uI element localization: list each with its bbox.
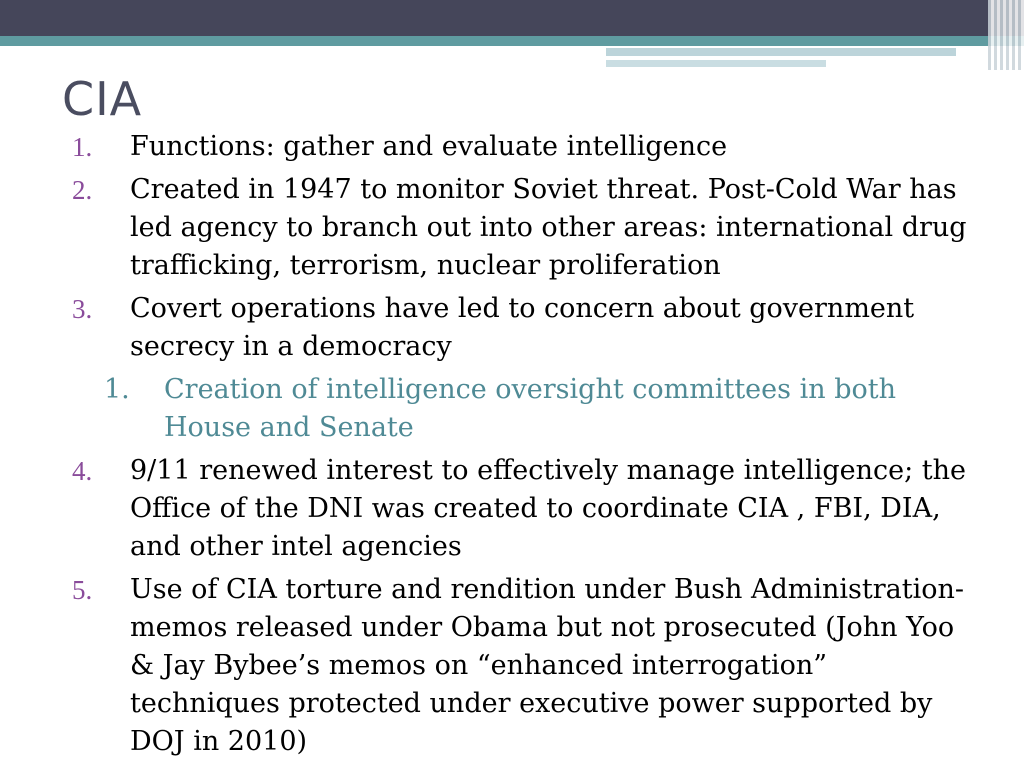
list-item [72, 452, 972, 566]
slide-content [72, 128, 972, 766]
list-item-text: 9/11 renewed interest to effectively manage intelligence; the Office of the DNI was created to coordinate CIA , FBI, DIA, and other intel agencies [130, 455, 967, 562]
sub-list-item [104, 371, 972, 447]
decorative-stripe [606, 60, 826, 67]
list-item-text: Use of CIA torture and rendition under Bush Administration-memos released under Obama but not prosecuted (John Yoo & Jay Bybee’s memos on “enhanced interrogation” techniques protected under executive power supported by DOJ in 2010) [130, 574, 964, 757]
list-item-number: 3. [72, 294, 93, 324]
list-item-text: Functions: gather and evaluate intelligence [130, 131, 728, 162]
sub-list-item-number: 1. [104, 374, 130, 405]
list-item [72, 171, 972, 285]
list-item-text: Created in 1947 to monitor Soviet threat. Post-Cold War has led agency to branch out into other areas: international drug trafficking, terrorism, nuclear proliferation [130, 174, 967, 281]
list-item-number: 4. [72, 456, 93, 486]
list-item-text: Covert operations have led to concern about government secrecy in a democracy [130, 293, 915, 362]
list-item-number: 2. [72, 175, 93, 205]
decorative-vertical-lines [988, 0, 1024, 70]
decorative-stripe [606, 48, 956, 56]
slide-title: CIA [62, 72, 143, 126]
list-item [72, 290, 972, 366]
list-item-number: 5. [72, 575, 93, 605]
list-item-number: 1. [72, 132, 93, 162]
list-item [72, 571, 972, 761]
header-accent-stripe [0, 36, 1024, 46]
sub-list-item-text: Creation of intelligence oversight committees in both House and Senate [164, 374, 896, 443]
header-bar [0, 0, 1024, 36]
list-item [72, 128, 972, 166]
